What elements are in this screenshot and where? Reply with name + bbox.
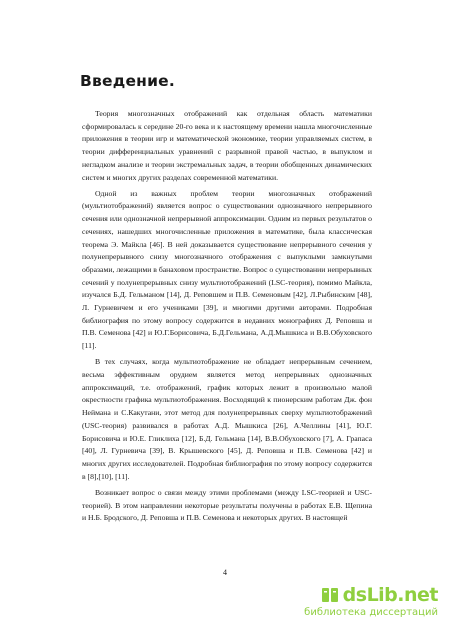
paragraph: Возникает вопрос о связи между этими проблемами (между LSC-теорией и USC-теорией). В этом направлении некоторые результаты получены в работах Е.В. Щепина и Н.Б. Бродского, Д. Реповша и П.В. Семенова и некоторых других. В настоящей [82, 487, 372, 523]
watermark [288, 584, 438, 618]
paragraph: Теория многозначных отображений как отдельная область математики сформировалась к середине 20-го века и к настоящему времени нашла многочисленные приложения в теории игр и математической экономике, теории управляемых систем, в теории дифференциальных уравнений с разрывной правой частью, в выпуклом и негладком анализе и теории экстремальных задач, в теории обобщенных динамических систем и многих других разделах современной математики. [82, 109, 372, 182]
book-logo-icon [320, 585, 340, 605]
watermark-site: dsLib.net [342, 584, 438, 606]
paragraph: Одной из важных проблем теории многозначных отображений (мультиотображений) является вопрос о существовании однозначного непрерывного сечения или однозначной непрерывной аппроксимации. Одним из первых результатов о сечениях, нашедших многочисленные приложения в математике, была классическая теорема Э. Майкла [46]. В ней доказывается существование непрерывного сечения у полунепрерывного снизу многозначного отображения с выпуклыми замкнутыми образами, лежащими в банаховом пространстве. Вопрос о существовании непрерывных сечений у полунепрерывных снизу мультиотображений (LSC-теория), помимо Майкла, изучался Б.Д. Гельманом [14], Д. Реповшем и П.В. Семеновым [42], Л.Рыбинским [48], Л. Гурневичем и его учениками [39], и многими другими авторами. Подробная библиография по этому вопросу содержится в недавних монографиях Д. Реповша и П.В. Семенова [42] и Ю.Г.Борисовича, Б.Д.Гельмана, А.Д.Мышкиса и В.В.Обуховского [11]. [82, 188, 372, 351]
body-text [82, 108, 372, 529]
section-heading: Введение. [80, 72, 175, 90]
watermark-subtitle: библиотека диссертаций [304, 607, 438, 618]
paragraph: В тех случаях, когда мультиотображение не обладает непрерывным сечением, весьма эффективным орудием является метод непрерывных однозначных аппроксимаций, т.е. отображений, график которых лежит в произвольно малой окрестности графика мультиотображения. Восходящий к пионерским работам Дж. фон Неймана и С.Какутани, этот метод для полунепрерывных сверху мультиотображений (USC-теория) развивался в работах А.Д. Мышкиса [26], А.Челлины [41], Ю.Г. Борисовича и Ю.Е. Гликлиха [12], Б.Д. Гельмана [14], В.В.Обуховского [7], А. Грапаса [40], Л. Гурневича [39], В. Крышевского [45], Д. Реповша и П.В. Семенова [42] и многих других исследователей. Подробная библиография по этому вопросу содержится в [8],[10], [11]. [82, 357, 372, 481]
page-number: 4 [223, 568, 227, 577]
